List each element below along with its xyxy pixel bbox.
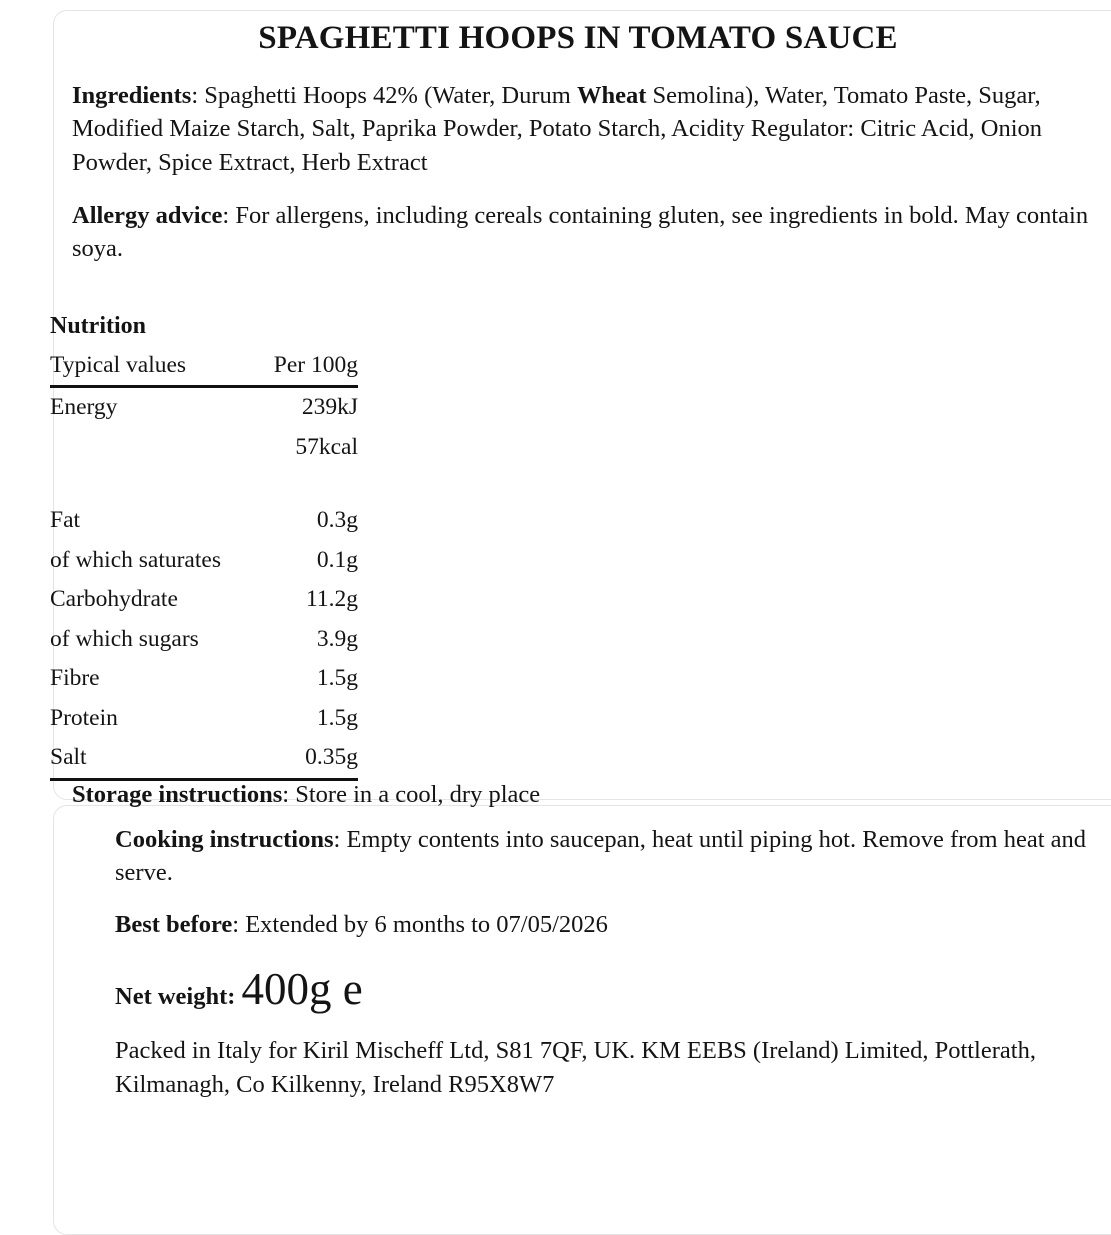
cooking-instructions — [115, 823, 1105, 890]
table-row — [50, 501, 358, 540]
bottom-card-content — [115, 823, 1105, 1102]
ingredients-text-before-allergen: Spaghetti Hoops 42% (Water, Durum — [204, 82, 577, 109]
nutrient-label: Salt — [50, 738, 256, 779]
nutrition-col-typical-values: Typical values — [50, 346, 256, 387]
storage-instructions — [72, 778, 1072, 811]
nutrient-label: Carbohydrate — [50, 586, 178, 613]
storage-instructions-separator: : — [282, 781, 296, 808]
nutrient-label: of which saturates — [50, 546, 221, 573]
net-weight — [115, 963, 1105, 1014]
nutrient-value: 3.9g — [316, 625, 358, 652]
nutrition-header-row — [50, 346, 358, 387]
table-row — [50, 428, 358, 467]
ingredients-paragraph — [72, 79, 1092, 179]
storage-instructions-text: Store in a cool, dry place — [295, 781, 541, 808]
nutrient-label: Energy — [50, 394, 118, 421]
nutrient-label: Fat — [50, 507, 81, 534]
nutrition-heading: Nutrition — [50, 313, 146, 339]
allergy-advice-text: For allergens, including cereals containing gluten, see ingredients in bold. May contain soya. — [72, 201, 1089, 263]
table-spacer-cell — [50, 467, 358, 501]
table-row — [50, 699, 358, 738]
storage-instructions-heading: Storage instructions — [72, 781, 283, 808]
nutrient-value: 0.35g — [256, 738, 358, 779]
net-weight-separator: : — [227, 982, 236, 1010]
cooking-instructions-separator: : — [333, 826, 347, 853]
nutrition-col-per-100g: Per 100g — [256, 346, 358, 387]
nutrient-value: 1.5g — [316, 704, 358, 731]
packer-address: Packed in Italy for Kiril Mischeff Ltd, S81 7QF, UK. KM EEBS (Ireland) Limited, Pottlerath, Kilmanagh, Co Kilkenny, Ireland R95X8W7 — [115, 1036, 1036, 1098]
best-before-text: Extended by 6 months to 07/05/2026 — [245, 910, 608, 938]
nutrient-value: 0.3g — [316, 507, 358, 534]
nutrient-value: 0.1g — [316, 546, 358, 573]
table-spacer-row — [50, 467, 358, 501]
table-row — [50, 387, 358, 428]
nutrient-value: 1.5g — [316, 665, 358, 692]
nutrient-label: of which sugars — [50, 625, 199, 652]
ingredients-separator: : — [191, 82, 205, 109]
ingredients-heading: Ingredients — [72, 82, 192, 109]
allergy-advice-separator: : — [222, 201, 236, 229]
nutrition-table — [50, 346, 358, 781]
top-card-content — [72, 20, 1092, 286]
allergy-advice-heading: Allergy advice — [72, 201, 223, 229]
cooking-instructions-heading: Cooking instructions — [115, 826, 334, 853]
allergy-advice-paragraph — [72, 199, 1092, 266]
nutrient-value: 11.2g — [305, 586, 358, 613]
table-row — [50, 541, 358, 580]
page-title: SPAGHETTI HOOPS IN TOMATO SAUCE — [258, 20, 898, 56]
nutrient-value: 57kcal — [295, 433, 358, 460]
best-before — [115, 908, 1105, 941]
nutrition-section — [50, 313, 358, 781]
best-before-heading: Best before — [115, 910, 233, 938]
table-row — [50, 659, 358, 698]
table-row — [50, 620, 358, 659]
nutrient-label: Protein — [50, 704, 118, 731]
nutrient-label — [50, 428, 256, 467]
net-weight-value: 400g e — [241, 963, 363, 1014]
ingredients-text-after-allergen: Semolina), Water, Tomato Paste, Sugar, Modified Maize Starch, Salt, Paprika Powder, Potato Starch, Acidity Regulator: Citric Acid, Onion Powder, Spice Extract, Herb Extract — [72, 82, 1043, 176]
table-row — [50, 580, 358, 619]
nutrient-value: 239kJ — [301, 394, 358, 421]
cooking-instructions-text: Empty contents into saucepan, heat until piping hot. Remove from heat and serve. — [115, 826, 1087, 887]
table-row — [50, 738, 358, 779]
nutrient-label: Fibre — [50, 665, 100, 692]
best-before-separator: : — [232, 910, 246, 938]
net-weight-heading: Net weight — [115, 982, 228, 1010]
ingredients-allergen-wheat: Wheat — [576, 82, 647, 109]
